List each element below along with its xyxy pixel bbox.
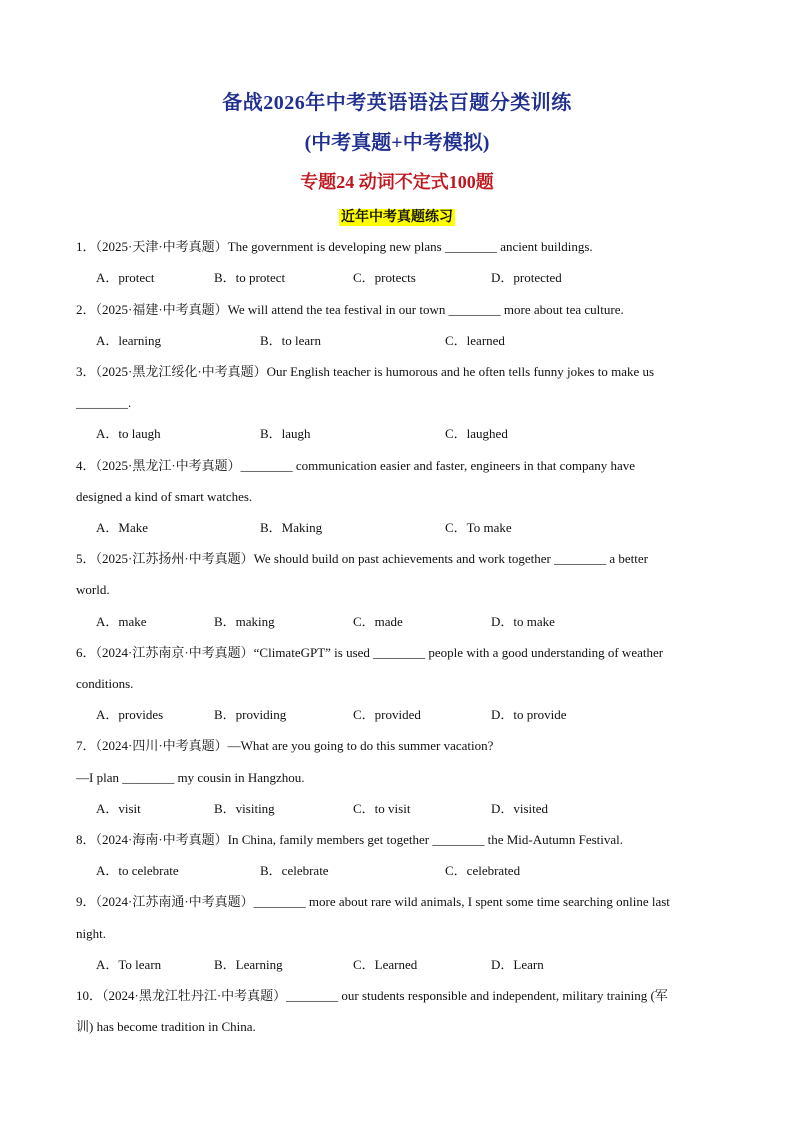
- section-heading: [0, 206, 794, 226]
- document-title: 备战2026年中考英语语法百题分类训练: [222, 92, 572, 114]
- question-9-option-b: B．Learning: [214, 957, 283, 972]
- question-7-text: 7．（2024·四川·中考真题）—What are you going to do this summer vacation?: [76, 738, 494, 753]
- topic-title: 专题24 动词不定式100题: [300, 172, 494, 192]
- question-5-option-a: A．make: [96, 614, 147, 629]
- question-4-text: 4．（2025·黑龙江·中考真题）________ communication easier and faster, engineers in that company have: [76, 458, 636, 473]
- question-1-option-c: C．protects: [353, 270, 416, 285]
- question-9-option-c: C．Learned: [353, 957, 418, 972]
- document-subtitle: (中考真题+中考模拟): [304, 132, 490, 154]
- question-7-option-c: C．to visit: [353, 801, 411, 816]
- question-3-option-a: A．to laugh: [96, 426, 161, 441]
- question-2-option-c: C．learned: [445, 333, 505, 348]
- question-5-option-b: B．making: [214, 614, 275, 629]
- question-5-text: 5．（2025·江苏扬州·中考真题）We should build on past achievements and work together ________ a better: [76, 551, 648, 566]
- question-8-option-a: A．to celebrate: [96, 863, 179, 878]
- question-7-option-b: B．visiting: [214, 801, 275, 816]
- question-6-option-b: B．providing: [214, 707, 287, 722]
- question-9-text-cont: night.: [76, 926, 106, 941]
- question-9-text: 9．（2024·江苏南通·中考真题）________ more about rare wild animals, I spent some time searching online last: [76, 894, 670, 909]
- question-7-option-d: D．visited: [491, 801, 549, 816]
- question-1-option-d: D．protected: [491, 270, 562, 285]
- question-6-text-cont: conditions.: [76, 676, 134, 691]
- section-heading-label: 近年中考真题练习: [341, 210, 453, 225]
- question-5-text-cont: world.: [76, 582, 110, 597]
- question-3-option-b: B．laugh: [260, 426, 311, 441]
- question-2-text: 2．（2025·福建·中考真题）We will attend the tea festival in our town ________ more about tea culture.: [76, 302, 624, 317]
- question-3-text: 3．（2025·黑龙江绥化·中考真题）Our English teacher is humorous and he often tells funny jokes to make us: [76, 364, 655, 379]
- question-6-option-a: A．provides: [96, 707, 164, 722]
- question-7-option-a: A．visit: [96, 801, 141, 816]
- question-1-option-b: B．to protect: [214, 270, 286, 285]
- question-2-option-b: B．to learn: [260, 333, 322, 348]
- question-6-option-d: D．to provide: [491, 707, 567, 722]
- question-4-option-b: B．Making: [260, 520, 323, 535]
- question-3-text-cont: ________.: [76, 395, 132, 410]
- question-3-option-c: C．laughed: [445, 426, 508, 441]
- question-8-option-c: C．celebrated: [445, 863, 521, 878]
- question-7-text-cont: —I plan ________ my cousin in Hangzhou.: [76, 770, 305, 785]
- question-2-option-a: A．learning: [96, 333, 161, 348]
- question-10-text-cont: 训) has become tradition in China.: [76, 1019, 256, 1034]
- question-6-text: 6．（2024·江苏南京·中考真题）“ClimateGPT” is used ________ people with a good understanding of weather: [76, 645, 664, 660]
- question-10-text: 10．（2024·黑龙江牡丹江·中考真题）________ our students responsible and independent, military training (军: [76, 988, 668, 1003]
- question-4-option-a: A．Make: [96, 520, 148, 535]
- question-8-option-b: B．celebrate: [260, 863, 329, 878]
- question-4-option-c: C．To make: [445, 520, 512, 535]
- question-8-text: 8．（2024·海南·中考真题）In China, family members get together ________ the Mid-Autumn Festival.: [76, 832, 624, 847]
- question-6-option-c: C．provided: [353, 707, 421, 722]
- question-4-text-cont: designed a kind of smart watches.: [76, 489, 253, 504]
- question-5-option-d: D．to make: [491, 614, 555, 629]
- question-9-option-d: D．Learn: [491, 957, 544, 972]
- question-1-option-a: A．protect: [96, 270, 155, 285]
- question-9-option-a: A．To learn: [96, 957, 162, 972]
- question-5-option-c: C．made: [353, 614, 403, 629]
- question-1-text: 1．（2025·天津·中考真题）The government is developing new plans ________ ancient buildings.: [76, 239, 593, 254]
